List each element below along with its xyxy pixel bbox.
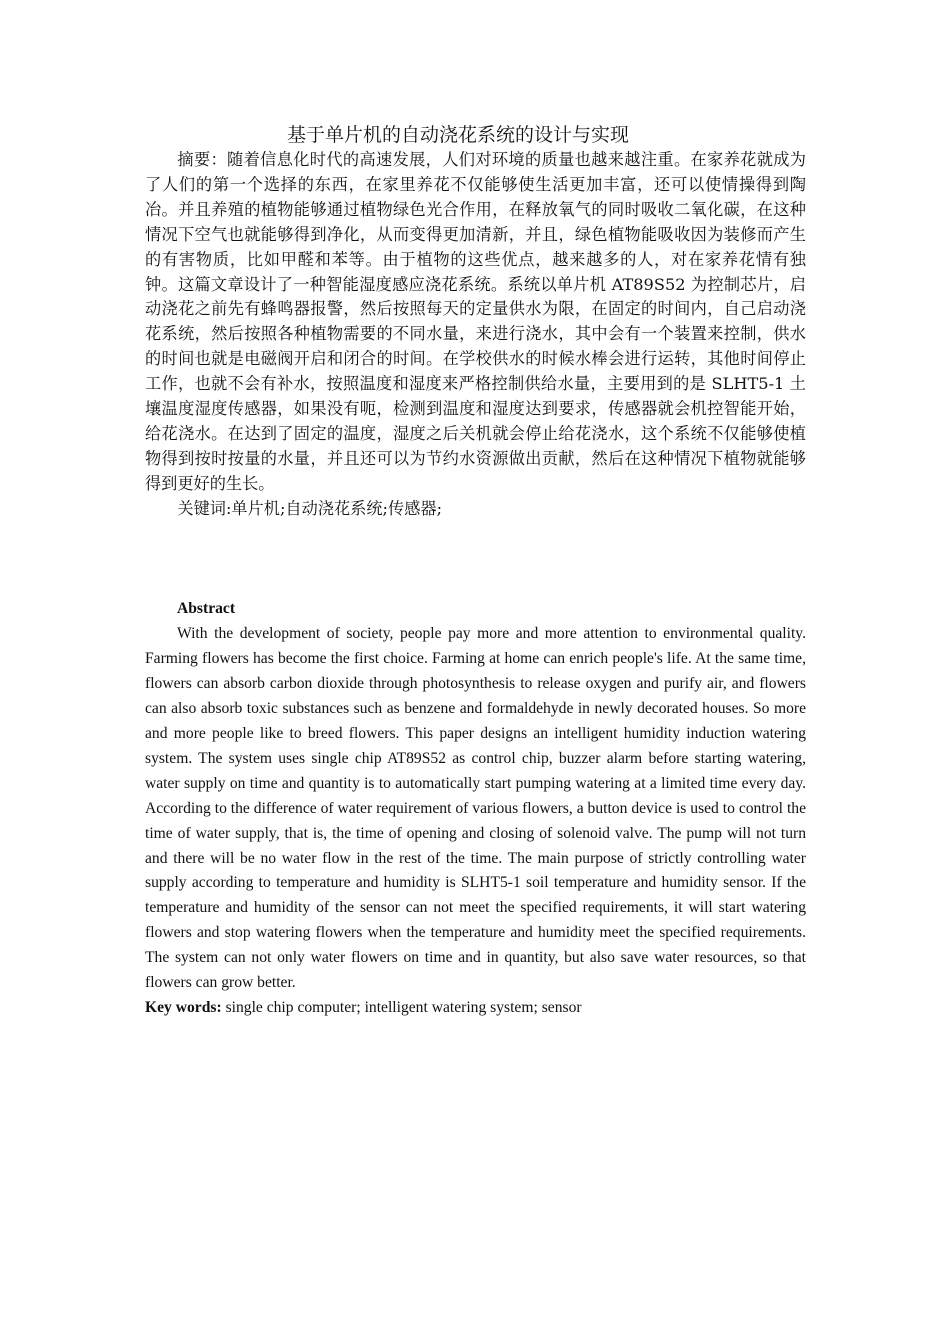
english-abstract-heading: Abstract [177, 600, 236, 617]
chinese-keywords: 关键词:单片机;自动浇花系统;传感器; [177, 498, 443, 518]
english-keywords-label: Key words: [145, 999, 222, 1017]
english-keywords-text: single chip computer; intelligent watering system; sensor [221, 999, 582, 1017]
english-abstract-paragraph: With the development of society, people pay more and more attention to environmental quality. Farming flowers has become the first choice. Farming at home can enrich people's life. At the same time, flowers can absorb carbon dioxide through photosynthesis to release oxygen and purify air, and flowers can also absorb toxic substances such as benzene and formaldehyde in newly decorated houses. So more and more people like to breed flowers. This paper designs an intelligent humidity induction watering system. The system uses single chip AT89S52 as control chip, buzzer alarm before starting watering, water supply on time and quantity is to automatically start pumping watering at a limited time every day. According to the difference of water requirement of various flowers, a button device is used to control the time of water supply, that is, the time of opening and closing of solenoid valve. The pump will not turn and there will be no water flow in the rest of the time. The main purpose of strictly controlling water supply according to temperature and humidity is SLHT5-1 soil temperature and humidity sensor. If the temperature and humidity of the sensor can not meet the specified requirements, it will start watering flowers and stop watering flowers when the temperature and humidity meet the specified requirements. The system can not only water flowers on time and in quantity, but also save water resources, so that flowers can grow better. [145, 624, 806, 992]
chinese-abstract-paragraph: 摘要：随着信息化时代的高速发展，人们对环境的质量也越来越注重。在家养花就成为了人们的第一个选择的东西，在家里养花不仅能够使生活更加丰富，还可以使情操得到陶冶。并且养殖的植物能够通过植物绿色光合作用，在释放氧气的同时吸收二氧化碳，在这种情况下空气也就能够得到净化，从而变得更加清新，并且，绿色植物能吸收因为装修而产生的有害物质，比如甲醛和苯等。由于植物的这些优点，越来越多的人，对在家养花情有独钟。这篇文章设计了一种智能湿度感应浇花系统。系统以单片机 AT89S52 为控制芯片，启动浇花之前先有蜂鸣器报警，然后按照每天的定量供水为限，在固定的时间内，自己启动浇花系统，然后按照各种植物需要的不同水量，来进行浇水，其中会有一个装置来控制，供水的时间也就是电磁阀开启和闭合的时间。在学校供水的时候水棒会进行运转，其他时间停止工作，也就不会有补水，按照温度和湿度来严格控制供给水量，主要用到的是 SLHT5-1 土壤温度湿度传感器，如果没有呃，检测到温度和湿度达到要求，传感器就会机控智能开始，给花浇水。在达到了固定的温度，湿度之后关机就会停止给花浇水，这个系统不仅能够使植物得到按时按量的水量，并且还可以为节约水资源做出贡献，然后在这种情况下植物就能够得到更好的生长。 [145, 150, 806, 493]
english-keywords [145, 996, 806, 1021]
english-abstract-section [145, 597, 806, 1021]
paper-title: 基于单片机的自动浇花系统的设计与实现 [286, 124, 629, 146]
chinese-abstract-section [145, 148, 806, 522]
